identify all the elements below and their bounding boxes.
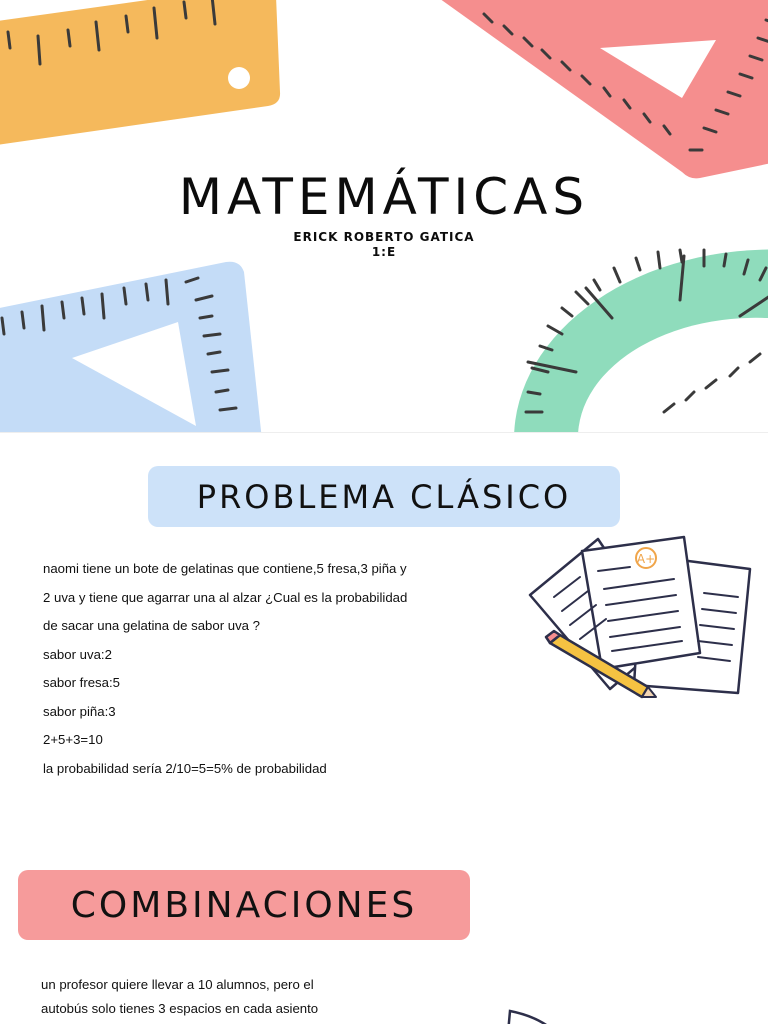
cover-page xyxy=(0,0,768,432)
papers-and-pencil-icon xyxy=(524,533,756,703)
text-line: autobús solo tienes 3 espacios en cada asiento xyxy=(41,1001,319,1016)
text-line: sabor fresa:5 xyxy=(43,675,120,690)
text-line: 2+5+3=10 xyxy=(43,732,103,747)
author-block xyxy=(0,230,768,260)
text-line: de sacar una gelatina de sabor uva ? xyxy=(43,618,261,633)
text-line: 2 uva y tiene que agarrar una al alzar ¿Cual es la probabilidad xyxy=(43,589,408,605)
author-name: ERICK ROBERTO GATICA xyxy=(293,230,475,244)
protractor-icon xyxy=(514,250,768,432)
page-title: MATEMÁTICAS xyxy=(178,168,590,226)
ruler-icon xyxy=(0,0,280,146)
set-square-icon xyxy=(0,262,262,432)
text-line: sabor uva:2 xyxy=(43,646,112,662)
section-heading-combinations: COMBINACIONES xyxy=(18,870,470,940)
text-line: un profesor quiere llevar a 10 alumnos, pero el xyxy=(41,977,314,992)
grade-mark: A+ xyxy=(636,552,656,566)
section-heading-classic: PROBLEMA CLÁSICO xyxy=(148,466,620,527)
content-page xyxy=(0,433,768,1024)
combinations-problem-text xyxy=(41,973,381,1021)
triangle-ruler-icon xyxy=(436,0,768,178)
course-label: 1:E xyxy=(371,245,397,259)
text-line: naomi tiene un bote de gelatinas que contiene,5 fresa,3 piña y xyxy=(43,561,407,576)
classic-problem-text xyxy=(43,555,483,783)
text-line: la probabilidad sería 2/10=5=5% de probabilidad xyxy=(43,760,327,776)
text-line: sabor piña:3 xyxy=(43,703,116,719)
partial-illustration-icon xyxy=(500,1003,580,1024)
